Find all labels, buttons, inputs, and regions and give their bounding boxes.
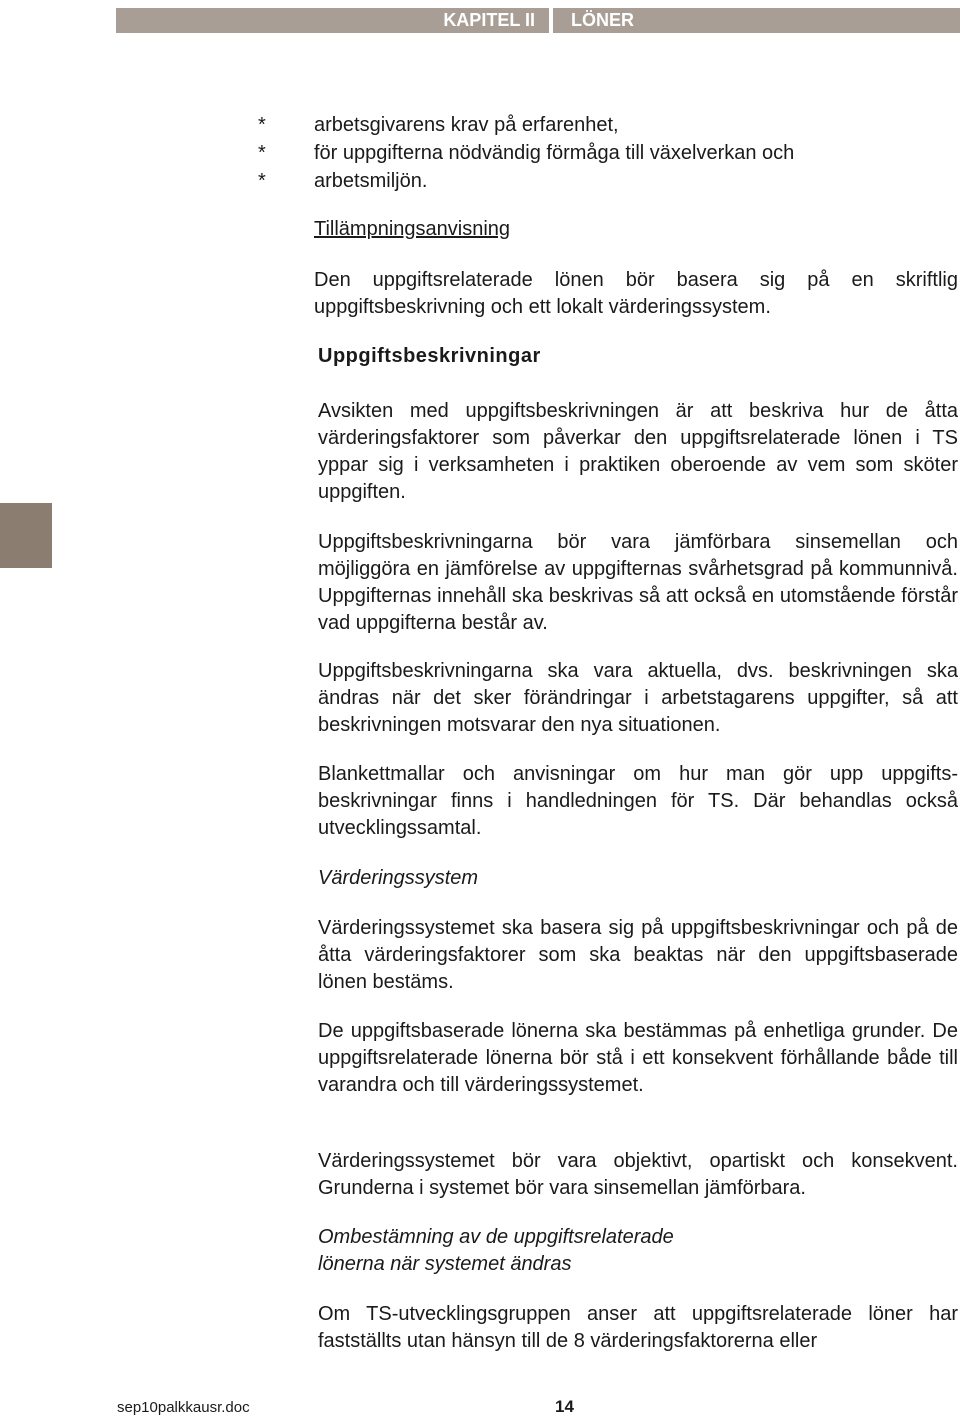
list-item: [258, 139, 794, 167]
uppgiftsbeskrivningar-paragraph-1: Avsikten med uppgiftsbeskrivningen är att beskriva hur de åtta värderingsfaktorer som påverkar den uppgiftsrelaterade lönen i TS yppar sig i verksamheten i praktiken oberoende av vem som sköter uppgiften.: [318, 400, 958, 503]
ombestamning-heading-line-1: Ombestämning av de uppgiftsrelaterade: [318, 1226, 674, 1248]
page-number: 14: [555, 1397, 574, 1416]
uppgiftsbeskrivningar-paragraph-2: Uppgiftsbeskrivningarna bör vara jämförbara sinsemellan och möjliggöra en jämförelse av uppgifternas svårhetsgrad på kommunnivå. Uppgifternas innehåll ska beskrivas så att också en utomstående förstår vad uppgifterna består av.: [318, 531, 958, 634]
section-label: LÖNER: [571, 10, 634, 30]
bullet-text: arbetsgivarens krav på erfarenhet,: [314, 114, 619, 136]
ombestamning-paragraph: Om TS-utvecklingsgruppen anser att uppgiftsrelaterade löner har fastställts utan hänsyn till de 8 värderingsfaktorerna eller: [318, 1303, 958, 1352]
chapter-label: KAPITEL II: [443, 10, 535, 30]
bullet-text: arbetsmiljön.: [314, 170, 428, 192]
varderingssystem-paragraph-1: Värderingssystemet ska basera sig på uppgiftsbeskrivningar och på de åtta värderingsfaktorer som ska beaktas när den uppgiftsbaserade lönen bestäms.: [318, 917, 958, 993]
bullet-marker: *: [258, 114, 266, 136]
varderingssystem-paragraph-2: De uppgiftsbaserade lönerna ska bestämmas på enhetliga grunder. De uppgiftsrelaterade lönerna bör stå i ett konsekvent förhållande både till varandra och till värderingssystemet.: [318, 1020, 958, 1096]
list-item: [258, 167, 794, 195]
uppgiftsbeskrivningar-paragraph-3: Uppgiftsbeskrivningarna ska vara aktuella, dvs. beskrivningen ska ändras när det sker förändringar i arbetstagarens uppgifter, så att beskrivningen motsvarar den nya situationen.: [318, 660, 958, 736]
chapter-side-marker: [0, 503, 52, 568]
bullet-text: för uppgifterna nödvändig förmåga till växelverkan och: [314, 142, 795, 164]
footer-filename: sep10palkkausr.doc: [117, 1399, 250, 1416]
varderingssystem-heading: Värderingssystem: [318, 867, 479, 889]
bullet-list: [258, 111, 794, 195]
uppgiftsbeskrivningar-paragraph-4: Blankettmallar och anvisningar om hur man gör upp uppgiftsbeskrivningar finns i handledningen för TS. Där behandlas också utvecklingssamtal.: [318, 763, 958, 839]
bullet-marker: *: [258, 142, 266, 164]
list-item: [258, 111, 794, 139]
tillampning-paragraph: Den uppgiftsrelaterade lönen bör basera sig på en skriftlig uppgiftsbeskrivning och ett lokalt värderingssystem.: [314, 269, 958, 318]
tillampning-heading: Tillämpningsanvisning: [314, 218, 511, 240]
uppgiftsbeskrivningar-heading: Uppgiftsbeskrivningar: [318, 345, 541, 367]
varderingssystem-paragraph-3: Värderingssystemet bör vara objektivt, opartiskt och konsekvent. Grunderna i systemet bör vara sinsemellan jämförbara.: [318, 1150, 958, 1199]
header-divider: [549, 8, 553, 33]
bullet-marker: *: [258, 170, 266, 192]
ombestamning-heading-line-2: lönerna när systemet ändras: [318, 1253, 572, 1275]
chapter-header-bar: [116, 8, 960, 33]
